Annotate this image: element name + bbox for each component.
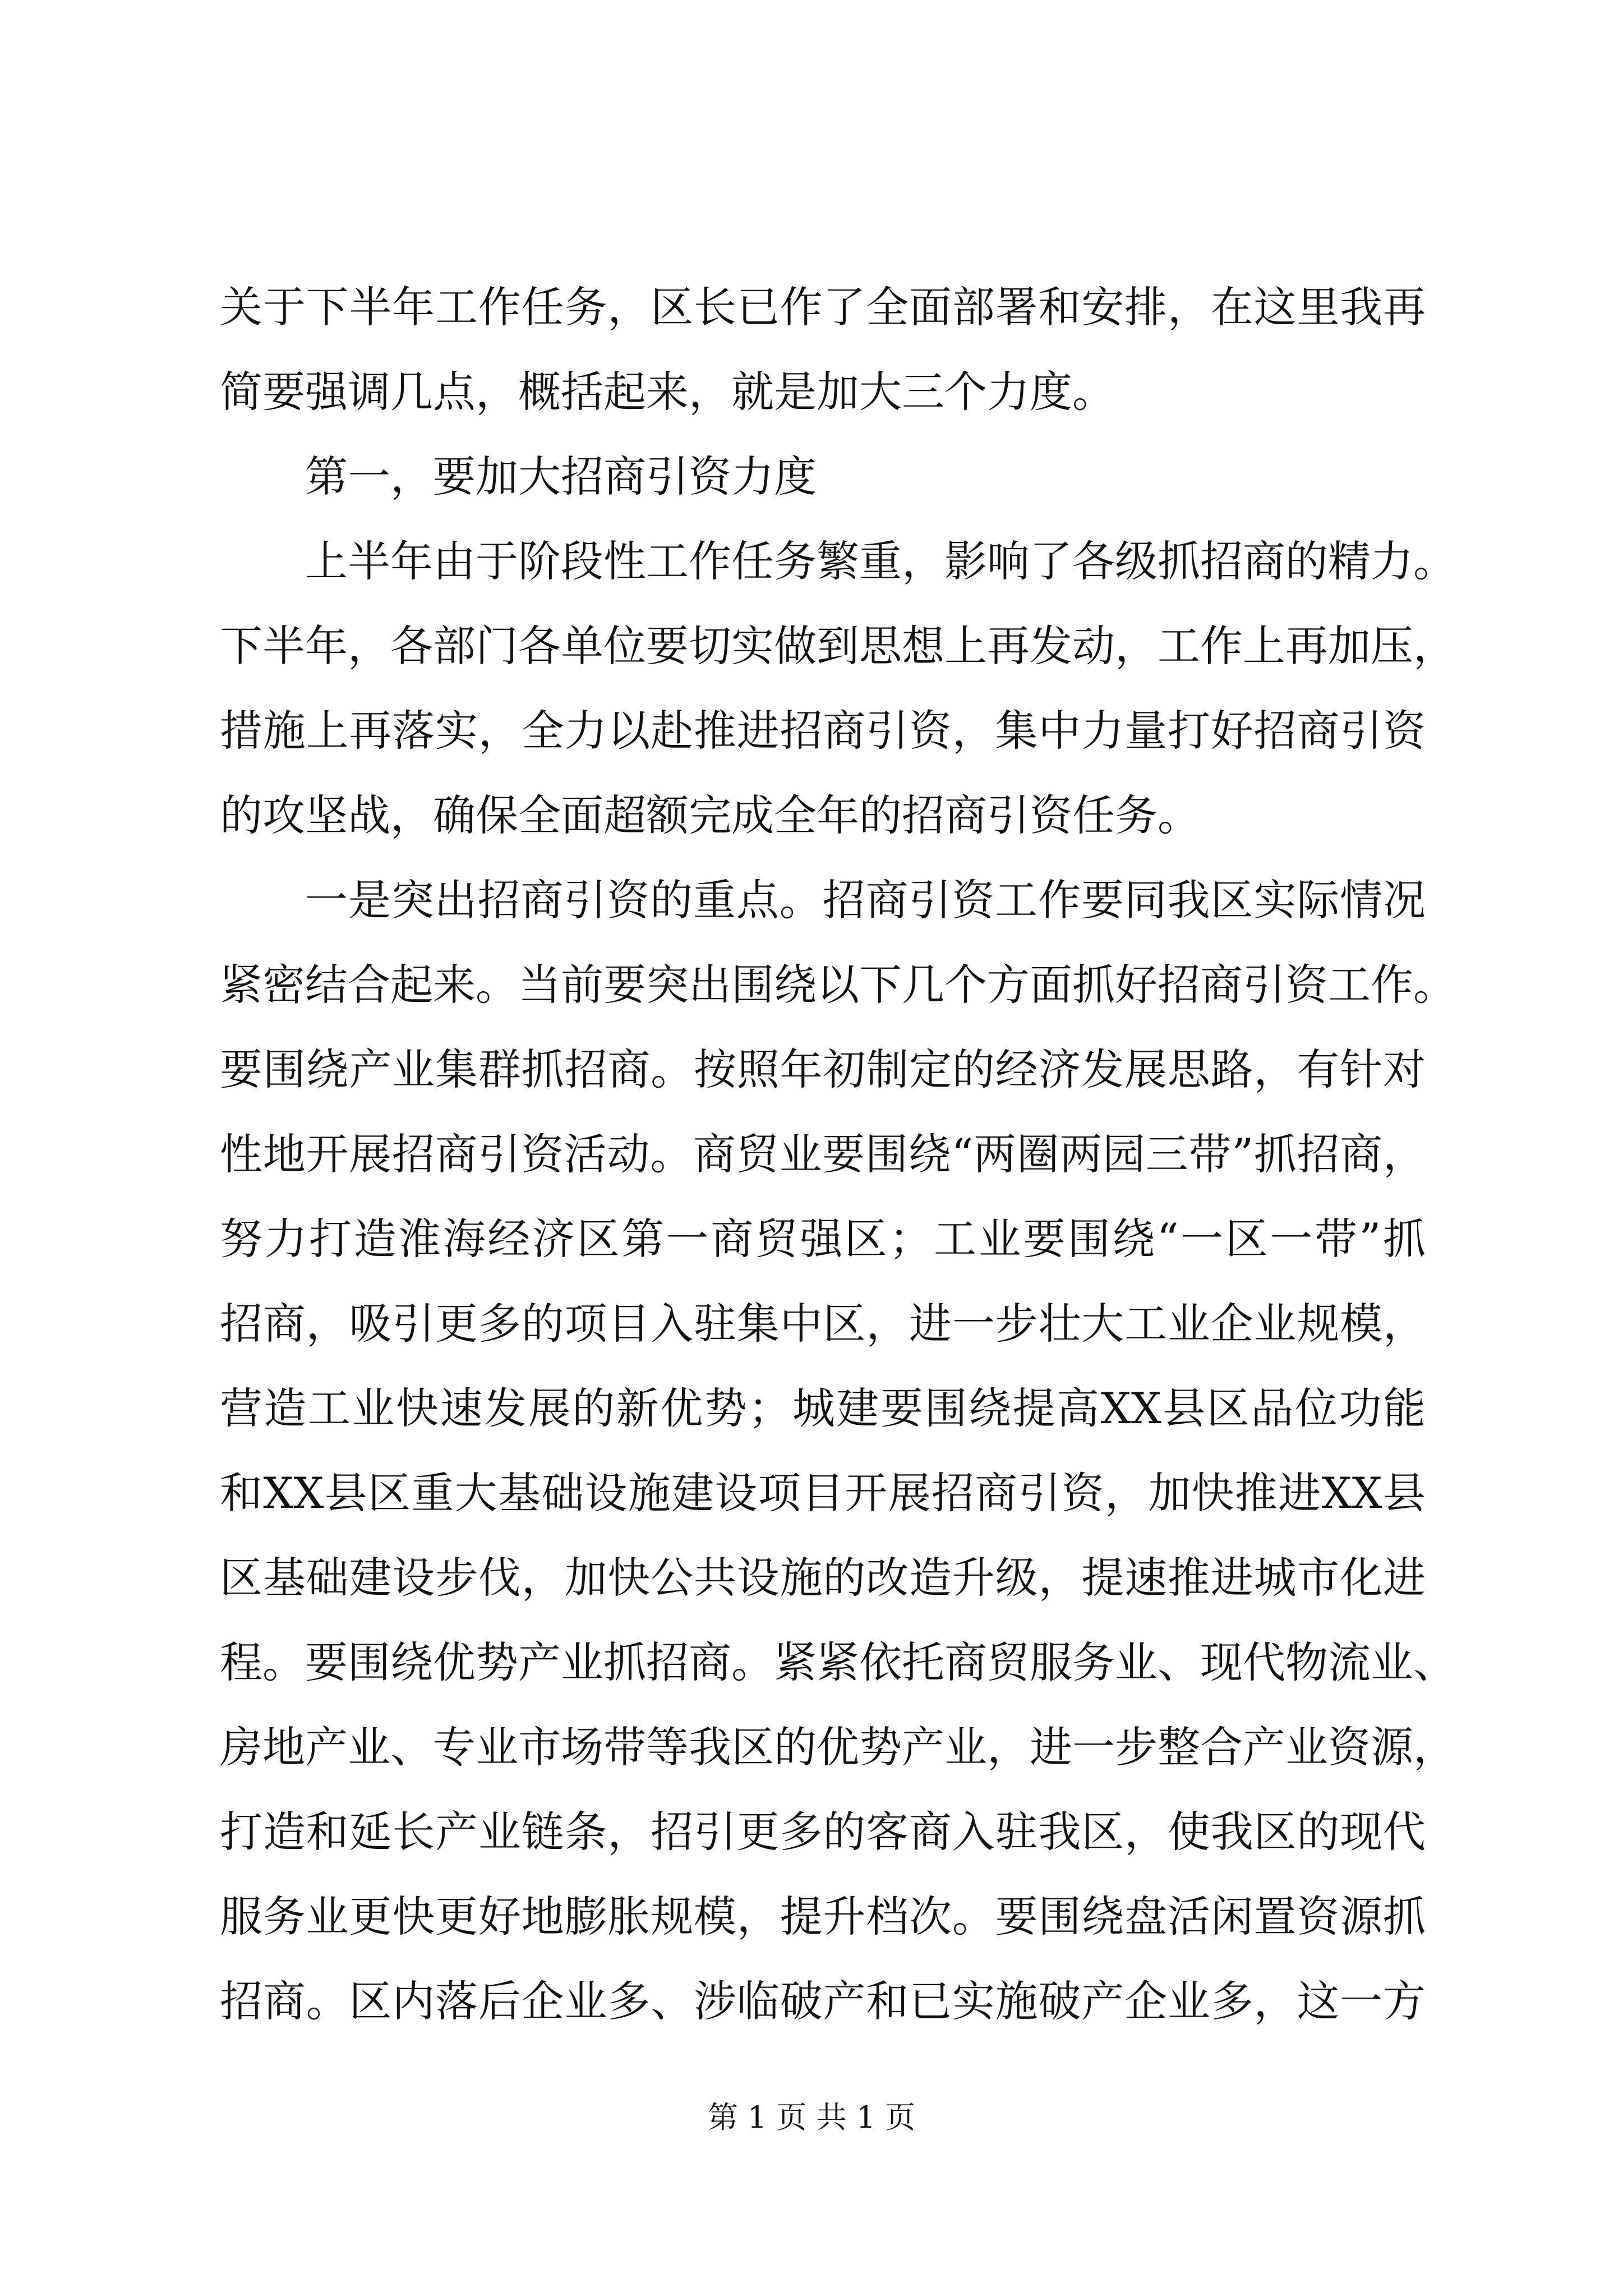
text-line: 招商，吸引更多的项目入驻集中区，进一步壮大工业企业规模， xyxy=(220,1299,1426,1349)
text-line: 一是突出招商引资的重点。招商引资工作要同我区实际情况 xyxy=(305,875,1426,925)
text-line: 下半年，各部门各单位要切实做到思想上再发动，工作上再加压， xyxy=(220,621,1456,671)
text-line: 紧密结合起来。当前要突出围绕以下几个方面抓好招商引资工作。 xyxy=(220,960,1456,1010)
text-line: 上半年由于阶段性工作任务繁重，影响了各级抓招商的精力。 xyxy=(305,536,1456,586)
text-line: 营造工业快速发展的新优势；城建要围绕提高XX县区品位功能 xyxy=(220,1383,1426,1433)
text-line: 关于下半年工作任务，区长已作了全面部署和安排，在这里我再 xyxy=(220,282,1426,332)
section-heading: 第一，要加大招商引资力度 xyxy=(305,452,817,501)
page-number-label: 第 1 页 共 1 页 xyxy=(707,2100,916,2135)
text-line: 的攻坚战，确保全面超额完成全年的招商引资任务。 xyxy=(220,790,1200,840)
text-line: 招商。区内落后企业多、涉临破产和已实施破产企业多，这一方 xyxy=(220,1976,1426,2026)
text-line: 房地产业、专业市场带等我区的优势产业，进一步整合产业资源， xyxy=(220,1722,1456,1772)
text-line: 措施上再落实，全力以赴推进招商引资，集中力量打好招商引资 xyxy=(220,706,1426,756)
text-line: 努力打造淮海经济区第一商贸强区；工业要围绕“一区一带”抓 xyxy=(220,1214,1426,1264)
text-line: 服务业更快更好地膨胀规模，提升档次。要围绕盘活闲置资源抓 xyxy=(220,1892,1426,1941)
text-line: 程。要围绕优势产业抓招商。紧紧依托商贸服务业、现代物流业、 xyxy=(220,1637,1456,1687)
page-footer xyxy=(0,2098,1623,2137)
text-line: 简要强调几点，概括起来，就是加大三个力度。 xyxy=(220,367,1115,417)
text-line: 和XX县区重大基础设施建设项目开展招商引资，加快推进XX县 xyxy=(220,1468,1426,1518)
text-line: 要围绕产业集群抓招商。按照年初制定的经济发展思路，有针对 xyxy=(220,1045,1426,1094)
text-line: 区基础建设步伐，加快公共设施的改造升级，提速推进城市化进 xyxy=(220,1553,1426,1603)
text-line: 性地开展招商引资活动。商贸业要围绕“两圈两园三带”抓招商， xyxy=(220,1129,1426,1179)
text-line: 打造和延长产业链条，招引更多的客商入驻我区，使我区的现代 xyxy=(220,1807,1426,1857)
document-body xyxy=(220,265,1456,2044)
